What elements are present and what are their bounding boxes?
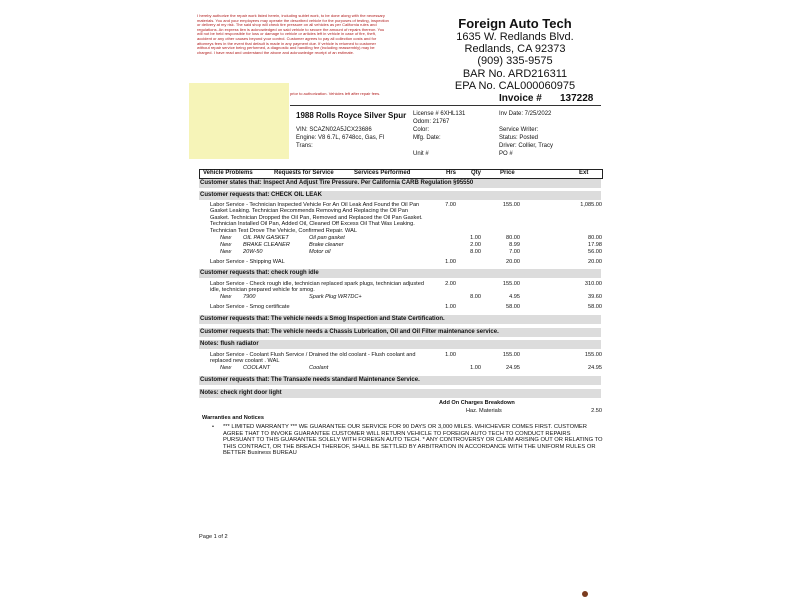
part-status: New [220,249,232,255]
labor-shipping-hrs: 1.00 [445,259,456,265]
odometer: Odom: 21767 [413,119,450,125]
part-qty: 1.00 [470,235,481,241]
authorization-text-continued: prior to authorization. Vehicles left after repair fees. [290,91,381,96]
sticky-note [189,83,289,159]
labor-smog-text: Labor Service - Smog certificate [210,304,290,310]
part-number: OIL PAN GASKET [243,235,289,241]
labor-coolant-price: 155.00 [502,352,520,358]
part-ext: 80.00 [588,235,602,241]
part-ext: 56.00 [588,249,602,255]
labor-rough-idle-ext: 310.00 [584,281,602,287]
part-number: 20W-50 [243,249,263,255]
warranty-bullet: • [212,424,214,430]
labor-coolant-text: Labor Service - Coolant Flush Service / Drained the old coolant - Flush coolant and replaced new coolant . WAL [210,352,416,365]
part-description: Spark Plug WR7DC+ [309,294,362,300]
shop-address-line2: Redlands, CA 92373 [464,43,566,56]
labor-smog-hrs: 1.00 [445,304,456,310]
invoice-date: Inv Date: 7/25/2022 [499,111,552,117]
part-ext: 17.98 [588,242,602,248]
shop-address-line1: 1635 W. Redlands Blvd. [456,31,574,43]
part-qty: 2.00 [470,242,481,248]
part-status: New [220,294,232,300]
part-ext: 39.60 [588,294,602,300]
col-price: Price [500,170,515,176]
mfg-date: Mfg. Date: [413,135,441,141]
col-ext: Ext [579,170,589,176]
section-flush-radiator: Notes: flush radiator [199,340,601,349]
scan-mark [582,591,588,597]
labor-oil-leak-price: 155.00 [502,202,520,208]
labor-coolant-ext: 155.00 [584,352,602,358]
charges-item: Haz. Materials [466,408,502,414]
part-number: COOLANT [243,365,271,371]
section-smog-inspection: Customer requests that: The vehicle needs a Smog Inspection and State Certification. [199,315,601,324]
section-rough-idle: Customer requests that: check rough idle [199,269,601,278]
invoice-label: Invoice # [499,93,542,104]
vehicle-vin: VIN: SCAZN02A5JCX23686 [296,127,372,133]
labor-oil-leak-ext: 1,085.00 [580,202,602,208]
vehicle-trans: Trans: [296,143,313,149]
vehicle-color: Color: [413,127,430,133]
section-door-light: Notes: check right door light [199,389,601,398]
part-description: Brake cleaner [309,242,344,248]
part-status: New [220,235,232,241]
part-price: 8.99 [509,242,520,248]
part-qty: 8.00 [470,294,481,300]
labor-shipping-ext: 20.00 [588,259,602,265]
col-services-performed: Services Performed [354,170,411,176]
part-description: Oil pan gasket [309,235,345,241]
part-price: 80.00 [506,235,520,241]
table-header [199,169,603,179]
warranty-text: *** LIMITED WARRANTY *** WE GUARANTEE OUR SERVICE FOR 90 DAYS OR 3,000 MILES. WHICHEVER COMES FIRST. CUSTOMER AGREE THAT TO INVOKE GUARANTEE CUSTOMER WILL RETURN VEHICLE TO FOREIGN AUTO TECH TO CONDUCT REPAIRS PURSUANT TO THIS GUARANTEE SOLELY WITH FOREIGN AUTO TECH. * ANY CONTROVERSY OR CLAIM ARISING OUT OR RELATING TO THIS CONTRACT, OR THE BREACH THEREOF, SHALL BE SETTLED BY ARBITRATION IN ACCORDANCE WITH THE UNIFORM RULES OR BETTER Business BUREAU [223,424,603,456]
part-number: 7900 [243,294,256,300]
labor-coolant-hrs: 1.00 [445,352,456,358]
part-qty: 8.00 [470,249,481,255]
vehicle-title: 1988 Rolls Royce Silver Spur [296,111,407,120]
charges-amount: 2.50 [591,408,602,414]
labor-oil-leak-text: Labor Service - Technician Inspected Vehicle For An Oil Leak And Found the Oil Pan Gasket Leaking. Technician Recommends Removing And Replacing the Oil Pan Gasket. Technician Dropped the Oil Pan, Removed and Replaced the Oil Pan Gasket. Technician Installed Oil Pan, Added Oil, Cleaned Off Excess Oil That Was Leaking. Technician Test Drove The Vehicle, Confirmed Repair. WAL [210,202,423,234]
labor-rough-idle-text: Labor Service - Check rough idle, technician replaced spark plugs, technician adjusted idle, technician prepared vehicle for smog. [210,281,424,294]
col-vehicle-problems: Vehicle Problems [203,170,253,176]
driver-name: Driver: Collier, Tracy [499,143,554,149]
shop-bar-number: BAR No. ARD216311 [462,67,568,80]
shop-header [445,16,585,92]
charges-title: Add On Charges Breakdown [439,400,515,406]
authorization-text: I hereby authorize the repair work listed herein, including sublet work, to be done along with the necessary materials. You and your employees may operate the described vehicle for the purposes of testing, inspection or delivery at my risk. The said shop will check tire pressure on all vehicles as per California rules and regulations. An express lien is acknowledged on said vehicle to secure the amount of repairs thereon. You will not be held responsible for loss or damage to vehicle or articles left in vehicle in case of fire, theft, accident or any other causes beyond your control. Customer agrees to pay all collection costs and for attorneys fees in the event that default is made in any payment due. If vehicle is returned to customer without repair service being performed, a diagnostic and handling fee (including reassembly) may be charged. I have read and understand the above and acknowledge receipt of an estimate. [197,13,389,55]
shop-name: Foreign Auto Tech [458,16,572,31]
part-status: New [220,365,232,371]
col-requests: Requests for Service [274,170,334,176]
po-number: PO # [499,151,513,157]
warranty-title: Warranties and Notices [202,415,264,421]
page-number: Page 1 of 2 [199,534,228,540]
vehicle-engine: Engine: V8 6.7L, 6748cc, Gas, FI [296,135,385,141]
section-transaxle: Customer requests that: The Transaxle needs standard Maintenance Service. [199,376,601,385]
part-ext: 24.95 [588,365,602,371]
labor-oil-leak-hrs: 7.00 [445,202,456,208]
invoice-number: 137228 [560,93,594,104]
part-description: Coolant [309,365,329,371]
labor-smog-ext: 58.00 [588,304,602,310]
labor-smog-price: 58.00 [506,304,520,310]
part-number: BRAKE CLEANER [243,242,290,248]
license-number: License # 6XHL131 [413,111,466,117]
col-qty: Qty [471,170,482,176]
section-chassis-lube: Customer requests that: The vehicle needs a Chassis Lubrication, Oil and Oil Filter maintenance service. [199,328,601,337]
part-price: 7.00 [509,249,520,255]
invoice-status: Status: Posted [499,135,539,141]
shop-epa-number: EPA No. CAL000060975 [454,79,576,92]
service-writer: Service Writer: [499,127,539,133]
part-price: 24.95 [506,365,520,371]
labor-shipping-text: Labor Service - Shipping WAL [210,259,285,265]
shop-phone: (909) 335-9575 [477,55,553,68]
col-hrs: Hrs [446,170,457,176]
part-qty: 1.00 [470,365,481,371]
section-oil-leak: Customer requests that: CHECK OIL LEAK [199,191,601,200]
labor-shipping-price: 20.00 [506,259,520,265]
header-divider [290,105,601,106]
part-status: New [220,242,232,248]
section-tire-pressure: Customer states that: Inspect And Adjust Tire Pressure. Per California CARB Regulation §95550 [199,179,601,188]
part-price: 4.95 [509,294,520,300]
part-description: Motor oil [309,249,331,255]
labor-rough-idle-price: 155.00 [502,281,520,287]
labor-rough-idle-hrs: 2.00 [445,281,456,287]
unit-number: Unit # [413,151,429,157]
